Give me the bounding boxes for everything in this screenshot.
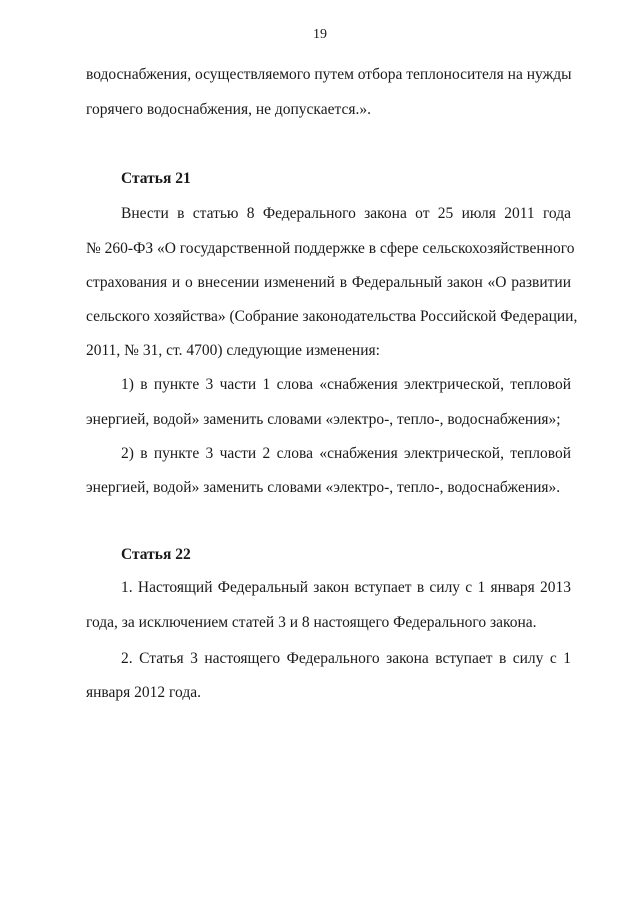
article-21-item-2-line: энергией, водой» заменить словами «электро-, тепло-, водоснабжения». xyxy=(86,479,561,496)
article-22-item-2-line: 2. Статья 3 настоящего Федерального закона вступает в силу с 1 xyxy=(121,650,571,667)
article-21-paragraph-line: Внести в статью 8 Федерального закона от 25 июля 2011 года xyxy=(121,205,571,222)
page-number: 19 xyxy=(313,27,327,42)
article-21-item-2-line: 2) в пункте 3 части 2 слова «снабжения электрической, тепловой xyxy=(121,445,571,462)
article-21-heading: Статья 21 xyxy=(121,170,191,187)
article-22-item-1-line: 1. Настоящий Федеральный закон вступает в силу с 1 января 2013 xyxy=(121,579,571,596)
article-21-item-1-line: энергией, водой» заменить словами «электро-, тепло-, водоснабжения»; xyxy=(86,411,561,428)
article-22-item-1-line: года, за исключением статей 3 и 8 настоящего Федерального закона. xyxy=(86,614,537,631)
article-22-heading: Статья 22 xyxy=(121,546,191,563)
article-21-paragraph-line: страхования и о внесении изменений в Федеральный закон «О развитии xyxy=(86,274,571,291)
article-21-paragraph-line: 2011, № 31, ст. 4700) следующие изменения: xyxy=(86,342,380,359)
intro-line-2: горячего водоснабжения, не допускается.». xyxy=(86,101,371,118)
article-22-item-2-line: января 2012 года. xyxy=(86,684,201,701)
intro-line-1: водоснабжения, осуществляемого путем отбора теплоносителя на нужды xyxy=(86,66,572,83)
article-21-item-1-line: 1) в пункте 3 части 1 слова «снабжения электрической, тепловой xyxy=(121,376,571,393)
article-21-paragraph-line: сельского хозяйства» (Собрание законодательства Российской Федерации, xyxy=(86,308,578,325)
article-21-paragraph-line: № 260-ФЗ «О государственной поддержке в сфере сельскохозяйственного xyxy=(86,240,575,257)
